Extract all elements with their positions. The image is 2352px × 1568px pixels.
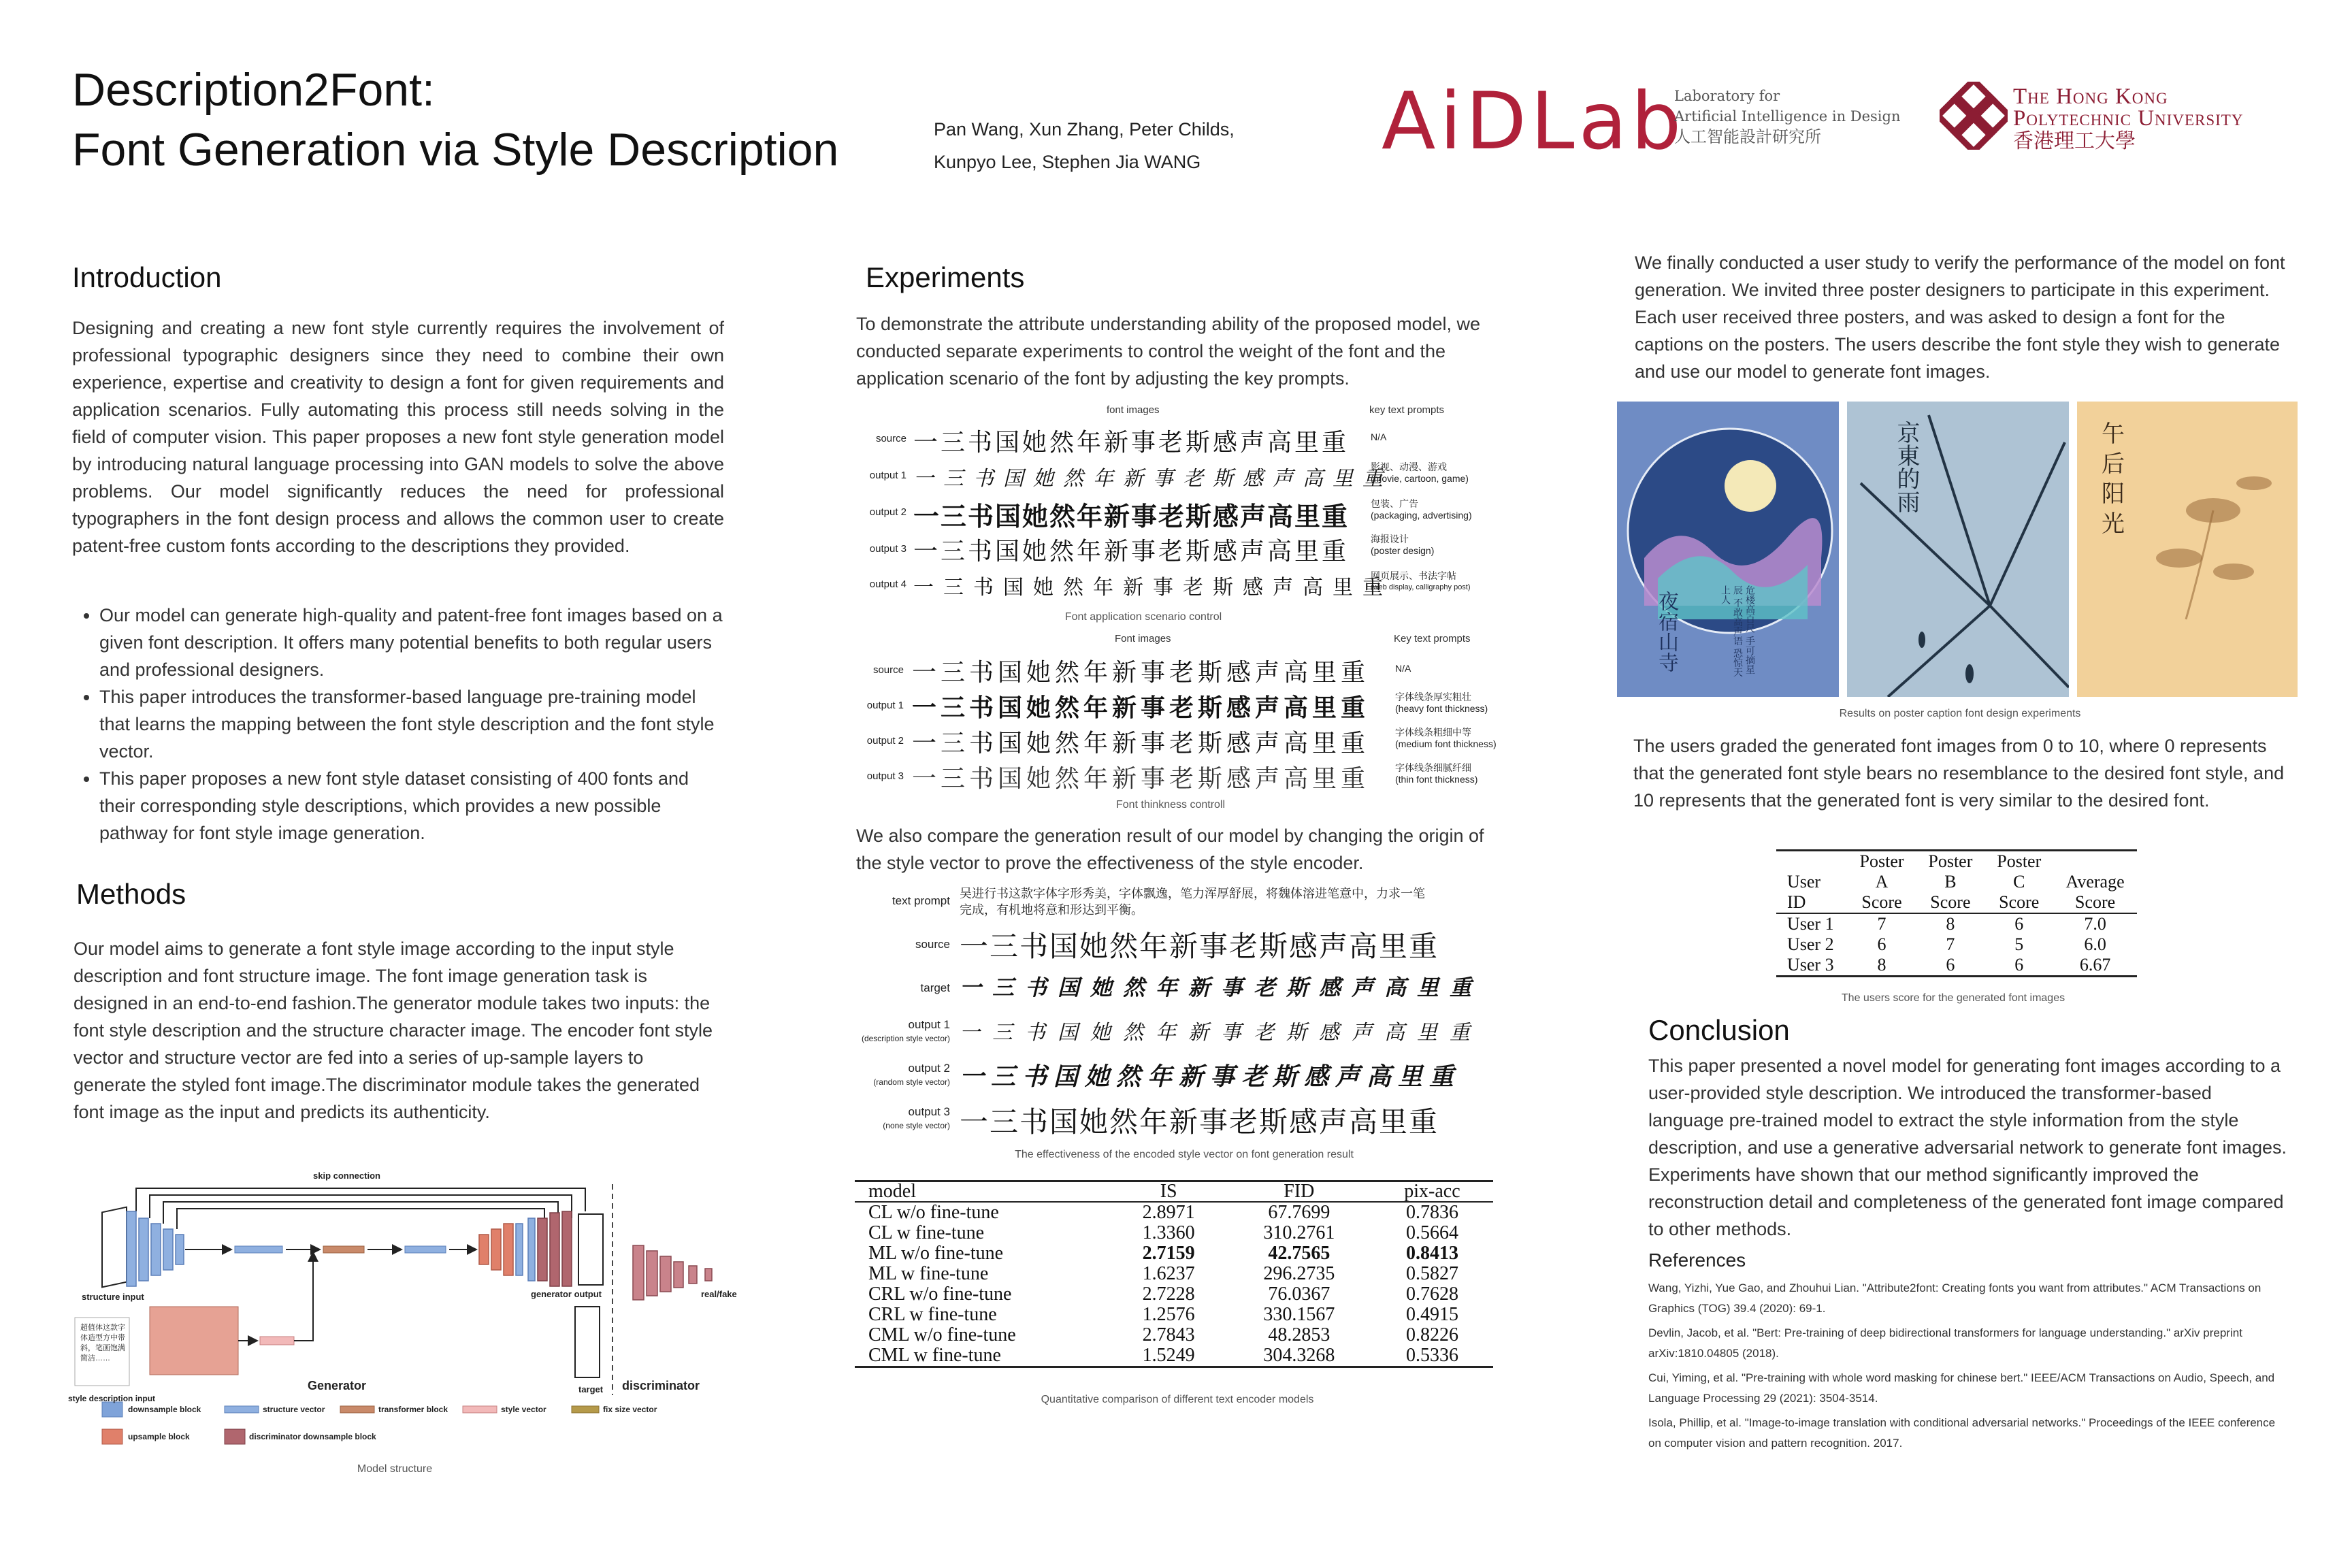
legend-label: upsample block: [128, 1432, 190, 1441]
poster-title: [72, 60, 838, 180]
table-row: [855, 1264, 1493, 1284]
prompt-en: (thin font thickness): [1395, 774, 1478, 785]
table-row: [855, 1223, 1493, 1243]
references-list: [1648, 1278, 2288, 1458]
poster-b: [1847, 402, 2069, 697]
poster-a-title: 夜宿山寺: [1654, 591, 1678, 672]
prompt-cn: 字体线条细腻纤细: [1395, 762, 1471, 773]
table-cell: User 1: [1787, 914, 1834, 934]
aidlab-subtitle: [1674, 86, 1901, 147]
title-line-2: Font Generation via Style Description: [72, 124, 839, 176]
text-prompt-label: text prompt: [892, 894, 950, 907]
poster-c-title: 午后阳光: [2102, 421, 2125, 538]
legend-swatch: [572, 1406, 599, 1413]
table-cell: 296.2735: [1263, 1263, 1335, 1284]
bullet-item: • Our model can generate high-quality and patent-free font images based on a given font description. It offers many potential benefits to both regular users and professional designers.: [99, 602, 725, 683]
col-key-prompts: key text prompts: [1369, 404, 1445, 416]
row-prompt: N/A: [1395, 663, 1411, 674]
prompt-en: (medium font thickness): [1395, 738, 1497, 749]
row-label: source: [875, 433, 906, 444]
row-prompt: [1371, 461, 1469, 485]
discriminator-block: [660, 1256, 671, 1292]
row-label: [858, 1105, 950, 1132]
table-cell: 7: [1946, 934, 1955, 954]
discriminator-block: [633, 1245, 644, 1300]
authors-line-1: Pan Wang, Xun Zhang, Peter Childs,: [934, 119, 1235, 140]
row-label-sub: (random style vector): [873, 1077, 950, 1087]
generator-label: Generator: [308, 1379, 367, 1392]
structure-vector: [405, 1246, 446, 1253]
table-cell: CRL w/o fine-tune: [868, 1284, 1012, 1305]
structure-vector: [516, 1224, 523, 1275]
poster-b-title: 京東的雨: [1893, 421, 1920, 513]
upsample-block: [538, 1218, 547, 1281]
row-label-main: output 2: [908, 1062, 950, 1075]
model-structure-diagram: [68, 1164, 749, 1450]
poster-results: [1617, 402, 2298, 701]
structure-vector: [235, 1246, 282, 1253]
discriminator-block: [647, 1251, 657, 1296]
table-cell: 6.0: [2084, 934, 2106, 954]
experiments-heading: Experiments: [866, 261, 1025, 293]
row-label: output 1: [869, 470, 906, 481]
row-label: source: [915, 938, 950, 951]
header-line: Score: [1999, 892, 2040, 912]
experiments-intro-text: To demonstrate the attribute understanding ability of the proposed model, we conducted separate experiments to control the weight of the font and the application scenario of the font by adjusting the key prompts.: [856, 314, 1481, 389]
conclusion-heading: Conclusion: [1648, 1014, 1790, 1046]
header-line: Score: [1861, 892, 1902, 912]
thickness-caption: Font thinkness controll: [1115, 799, 1226, 811]
table-cell: User 2: [1787, 934, 1834, 954]
col-font-images: font images: [1107, 404, 1160, 416]
prompt-en: (packaging, advertising): [1371, 510, 1472, 521]
table-header: FID: [1284, 1181, 1315, 1202]
upsample-block: [550, 1213, 559, 1286]
aidlab-sub-1: Laboratory for: [1674, 88, 1780, 104]
aidlab-sub-2: Artificial Intelligence in Design: [1674, 108, 1901, 125]
authors-line-2: Kunpyo Lee, Stephen Jia WANG: [934, 152, 1201, 172]
table-cell: 0.8226: [1405, 1324, 1458, 1345]
table-cell: 330.1567: [1263, 1304, 1335, 1325]
legend-swatch: [102, 1402, 122, 1417]
aidlab-logo: [1382, 76, 1901, 167]
style-vector: [260, 1337, 294, 1345]
table-cell: ML w fine-tune: [868, 1263, 989, 1284]
row-label-main: output 3: [908, 1105, 950, 1118]
table-cell: 2.7159: [1142, 1243, 1195, 1264]
row-label: [858, 1062, 950, 1089]
prompt-cn: 包装、广告: [1371, 498, 1418, 509]
reference-item: Isola, Phillip, et al. "Image-to-image translation with conditional adversarial networks." Proceedings of the IEEE conference on computer vision and pattern recognition. 2017.: [1648, 1416, 2276, 1450]
thickness-figure: [858, 632, 1511, 815]
authors: [934, 113, 1235, 178]
row-prompt: [1371, 498, 1472, 521]
upsample-block: [491, 1229, 501, 1270]
structure-input-label: structure input: [82, 1292, 144, 1302]
table-row: [855, 1305, 1493, 1325]
glyph-row: 一三书国她然年新事老斯感声高里重: [913, 502, 1350, 532]
table-body: [1776, 913, 2137, 977]
style-description-input-label: style description input: [68, 1394, 156, 1403]
upsample-block: [479, 1235, 489, 1264]
experiments-intro: [856, 310, 1509, 392]
table-cell: 6: [1877, 934, 1886, 954]
table-cell: 6: [2014, 914, 2024, 934]
row-label: output 4: [869, 578, 906, 590]
table-cell: 2.7843: [1142, 1324, 1195, 1345]
legend-swatch: [102, 1429, 122, 1444]
legend-label: structure vector: [263, 1405, 325, 1414]
downsample-block: [176, 1235, 184, 1264]
downsample-block: [139, 1218, 148, 1281]
transformer-block: [323, 1246, 364, 1253]
header-line: Poster: [1859, 851, 1904, 871]
reference-item: Cui, Yiming, et al. "Pre-training with whole word masking for chinese bert." IEEE/ACM Transactions on Audio, Speech, and Language Processing 29 (2021): 3504-3514.: [1648, 1371, 2275, 1405]
style-text-snippet: 超值体这款字体造型方中带斜，笔画饱满简洁……: [80, 1324, 125, 1362]
structure-input-image: [102, 1207, 127, 1288]
legend-label: fix size vector: [603, 1405, 657, 1414]
reference-item: Devlin, Jacob, et al. "Bert: Pre-training of deep bidirectional transformers for language understanding." arXiv preprint arXiv:1810.04805 (2018).: [1648, 1326, 2242, 1360]
table-cell: 0.4915: [1405, 1304, 1458, 1325]
row-prompt: [1371, 534, 1434, 557]
user-study-intro: [1635, 249, 2288, 385]
glyph-row: 一三书国她然年新事老斯感声高里重: [960, 1063, 1461, 1091]
glyph-row: 一三书国她然年新事老斯感声高里重: [912, 694, 1370, 722]
prompt-en: (movie, cartoon, game): [1371, 473, 1469, 484]
col-font-images: Font images: [1115, 633, 1171, 644]
legend-swatch: [225, 1406, 259, 1413]
header-line: Poster: [1997, 851, 2042, 871]
downsample-block: [151, 1224, 161, 1275]
upsample-block: [562, 1211, 572, 1286]
style-vector-caption: The effectiveness of the encoded style vector on font generation result: [1015, 1149, 1354, 1160]
polyu-name: [2013, 86, 2243, 154]
target-label: target: [578, 1384, 604, 1394]
table-cell: 2.8971: [1142, 1202, 1195, 1223]
reference-item: Wang, Yizhi, Yue Gao, and Zhouhui Lian. "Attribute2font: Creating fonts you want from attributes." ACM Transactions on Graphics (TOG) 39.4 (2020): 69-1.: [1648, 1281, 2261, 1315]
app-scenario-caption: Font application scenario control: [1064, 611, 1222, 623]
downsample-block: [127, 1211, 136, 1286]
introduction-heading: Introduction: [72, 261, 222, 293]
table-cell: CL w fine-tune: [868, 1222, 985, 1243]
table-cell: 0.8413: [1405, 1243, 1458, 1264]
table-cell: 0.7628: [1405, 1284, 1458, 1305]
table-cell: CRL w fine-tune: [868, 1304, 997, 1325]
prompt-en: (web display, calligraphy post): [1371, 583, 1471, 591]
row-prompt: [1395, 691, 1488, 715]
legend-swatch: [340, 1406, 374, 1413]
header-line: B: [1944, 872, 1957, 892]
table-cell: 8: [1877, 955, 1886, 975]
table-cell: CML w/o fine-tune: [868, 1324, 1016, 1345]
header-line: Average: [2065, 872, 2125, 892]
structure-vector: [528, 1218, 535, 1281]
table-header: [1916, 851, 1984, 914]
title-line-1: Description2Font:: [72, 64, 435, 116]
table-header: [1776, 851, 1848, 914]
row-prompt: [1395, 727, 1497, 750]
legend-swatch: [225, 1429, 245, 1444]
table-cell: CL w/o fine-tune: [868, 1202, 999, 1223]
glyph-row: 一三书国她然年新事老斯感声高里重: [960, 975, 1483, 1000]
discriminator-block: [689, 1266, 697, 1284]
prompt-en: (poster design): [1371, 545, 1435, 556]
generator-output-label: generator output: [531, 1289, 602, 1299]
methods-text: Our model aims to generate a font style image according to the input style description and font structure image. The font image generation task is designed in an end-to-end fashion.The generator module takes two inputs: the font style description and the structure character image. The encoder font style vector and structure vector are fed into a series of up-sample layers to generate the styled font image.The discriminator module takes the generated font image as the input and predicts its authenticity.: [74, 938, 713, 1122]
posters-caption: Results on poster caption font design experiments: [1839, 708, 2081, 719]
glyph-row: 一三书国她然年新事老斯感声高里重: [913, 538, 1350, 566]
header-line: Score: [1930, 892, 1971, 912]
glyph-row: 一三书国她然年新事老斯感声高里重: [912, 730, 1370, 757]
table-body: [855, 1202, 1493, 1367]
table-cell: 7.0: [2084, 914, 2106, 934]
row-label: output 2: [866, 735, 904, 747]
conclusion-text: This paper presented a novel model for generating font images according to a user-provided style description. We introduced the transformer-based language pre-trained model to extract the style information from the style description, and use a generative adversarial network to generate font images. Experiments have shown that our method significantly improved the reconstruction detail and completeness of the generated font image compared to other methods.: [1648, 1056, 2287, 1239]
downsample-block: [163, 1229, 173, 1270]
table-cell: 0.7836: [1405, 1202, 1458, 1223]
real-fake-label: real/fake: [701, 1289, 737, 1299]
poster-a: [1617, 402, 1839, 697]
prompt-en: (heavy font thickness): [1395, 703, 1488, 714]
legend-swatch: [463, 1406, 497, 1413]
table-cell: 48.2853: [1268, 1324, 1330, 1345]
user-table-caption: The users score for the generated font images: [1841, 992, 2065, 1004]
polyu-line-3: 香港理工大學: [2013, 129, 2136, 153]
table-cell: 76.0367: [1268, 1284, 1330, 1305]
row-label: target: [920, 981, 950, 994]
generator-output-image: [578, 1214, 603, 1285]
table-header: [1848, 851, 1916, 914]
polyu-line-1: The Hong Kong: [2013, 84, 2168, 109]
legend-label: style vector: [501, 1405, 546, 1414]
introduction-body: [72, 314, 724, 559]
legend-label: downsample block: [128, 1405, 201, 1414]
table-cell: 1.3360: [1142, 1222, 1195, 1243]
methods-body: [74, 935, 720, 1126]
poster-b-illustration: [1847, 402, 2069, 697]
methods-heading: Methods: [76, 878, 186, 910]
table-cell: 6: [1946, 955, 1955, 975]
table-row: [1776, 934, 2137, 955]
glyph-row: 一三书国她然年新事老斯感声高里重: [912, 765, 1370, 793]
user-study-text: We finally conducted a user study to verify the performance of the model on font generation. We invited three poster designers to participate in this experiment. Each user received three posters, and was asked to design a font for the captions on the posters. The users describe the font style they wish to generate and use our model to generate font images.: [1635, 252, 2285, 382]
table-row: [1776, 955, 2137, 977]
upsample-block: [504, 1224, 513, 1275]
row-label: source: [872, 664, 904, 676]
table-row: [855, 1345, 1493, 1367]
prompt-cn: 海报设计: [1371, 534, 1409, 544]
table-cell: ML w/o fine-tune: [868, 1243, 1004, 1264]
table-cell: 7: [1877, 914, 1886, 934]
aidlab-sub-3: 人工智能設計研究所: [1674, 127, 1821, 146]
bullet-item: • This paper introduces the transformer-based language pre-training model that learns the mapping between the font style description and the font style vector.: [99, 683, 725, 765]
discriminator-block: [674, 1262, 683, 1288]
encoder-comparison-table: [855, 1180, 1493, 1368]
prompt-cn: 字体线条厚实粗壮: [1395, 691, 1471, 702]
style-vector-figure: [858, 882, 1511, 1168]
row-prompt: [1371, 570, 1471, 593]
glyph-row: 一三书国她然年新事老斯感声高里重: [960, 930, 1439, 963]
transformer-block: [150, 1307, 238, 1375]
table-cell: CML w fine-tune: [868, 1345, 1001, 1366]
header-line: C: [2013, 872, 2025, 892]
table-header-row: [1776, 851, 2137, 914]
table-cell: 42.7565: [1268, 1243, 1330, 1264]
glyph-row: 一三书国她然年新事老斯感声高里重: [912, 659, 1370, 687]
glyph-row: 一三书国她然年新事老斯感声高里重: [960, 1021, 1482, 1045]
poster-a-subtitle: 危楼高百尺 手可摘星辰 不敢高声语 恐惊天上人: [1720, 585, 1755, 677]
header-line: Poster: [1928, 851, 1973, 871]
row-label: [858, 1018, 950, 1045]
prompt-cn: 字体线条粗细中等: [1395, 727, 1471, 738]
table-cell: 6.67: [2079, 955, 2111, 975]
row-label-main: output 1: [908, 1018, 950, 1031]
row-label-sub: (description style vector): [861, 1034, 950, 1043]
table-row: [855, 1243, 1493, 1264]
target-image: [575, 1307, 600, 1377]
grade-text-block: [1633, 732, 2287, 814]
polyu-line-2: Polytechnic University: [2013, 106, 2244, 131]
polyu-emblem-icon: [1940, 82, 2008, 150]
header-line: User: [1787, 872, 1821, 892]
user-score-table: [1776, 849, 2137, 977]
table-cell: 2.7228: [1142, 1284, 1195, 1305]
poster-c: [2077, 402, 2298, 697]
table-cell: 67.7699: [1268, 1202, 1330, 1223]
header-line: ID: [1787, 892, 1806, 912]
table-row: [855, 1202, 1493, 1223]
row-prompt: [1395, 762, 1477, 785]
table-row: [1776, 913, 2137, 934]
aidlab-wordmark: AiDLab: [1382, 76, 1686, 167]
model-structure-caption: Model structure: [357, 1463, 433, 1475]
discriminator-label: discriminator: [622, 1379, 700, 1392]
table-header: [1984, 851, 2053, 914]
introduction-text: Designing and creating a new font style currently requires the involvement of professional typographic designers since they need to combine their own experience, expertise and creativity to design a font for given requirements and application scenarios. Fully automating this process still needs solving in the field of computer vision. This paper proposes a new font style generation model by introducing natural language processing into GAN models to solve the above problems. Our model significantly reduces the need for professional typographers in the font design process and allows the common user to create patent-free custom fonts according to the descriptions they provided.: [72, 318, 724, 556]
table-cell: 310.2761: [1263, 1222, 1335, 1243]
glyph-row: 一三书国她然年新事老斯感声高里重: [960, 1105, 1439, 1139]
discriminator-block: [705, 1269, 712, 1281]
compare-text: We also compare the generation result of our model by changing the origin of the style vector to prove the effectiveness of the style encoder.: [856, 826, 1484, 873]
table-row: [855, 1325, 1493, 1345]
table-cell: User 3: [1787, 955, 1834, 975]
table-header: pix-acc: [1404, 1181, 1460, 1202]
header-line: Score: [2074, 892, 2116, 912]
introduction-bullets: [74, 602, 725, 847]
row-label-sub: (none style vector): [883, 1121, 950, 1130]
table-cell: 1.5249: [1142, 1345, 1195, 1366]
grade-text: The users graded the generated font images from 0 to 10, where 0 represents that the generated font style bears no resemblance to the desired font style, and 10 represents that the generated font is very similar to the desired font.: [1633, 736, 2285, 811]
table-cell: 0.5827: [1405, 1263, 1458, 1284]
bullet-item: • This paper proposes a new font style dataset consisting of 400 fonts and their corresponding style descriptions, which provides a new possible pathway for font style image generation.: [99, 765, 725, 847]
table-caption: Quantitative comparison of different text encoder models: [1041, 1394, 1314, 1405]
table-cell: 0.5664: [1405, 1222, 1458, 1243]
row-label: output 2: [869, 506, 906, 518]
row-label: output 3: [869, 543, 906, 555]
table-header-row: [855, 1181, 1493, 1203]
prompt-cn: 影视、动漫、游戏: [1371, 461, 1447, 472]
glyph-row: 一三书国她然年新事老斯感声高里重: [913, 576, 1392, 600]
glyph-row: 一三书国她然年新事老斯感声高里重: [913, 467, 1392, 491]
row-label: output 3: [866, 770, 904, 782]
glyph-row: 一三书国她然年新事老斯感声高里重: [913, 429, 1350, 457]
header-line: A: [1875, 872, 1889, 892]
table-cell: 5: [2014, 934, 2024, 954]
table-header: IS: [1160, 1181, 1177, 1202]
table-cell: 1.2576: [1142, 1304, 1195, 1325]
legend-label: transformer block: [378, 1405, 448, 1414]
table-row: [855, 1284, 1493, 1305]
row-label: output 1: [866, 700, 904, 711]
compare-text-block: [856, 822, 1509, 877]
table-header: model: [868, 1181, 916, 1202]
references-heading: References: [1648, 1250, 1746, 1271]
table-header: [2053, 851, 2137, 914]
row-prompt: N/A: [1371, 431, 1387, 442]
table-cell: 304.3268: [1263, 1345, 1335, 1366]
table-cell: 8: [1946, 914, 1955, 934]
table-cell: 0.5336: [1405, 1345, 1458, 1366]
col-key-prompts: Key text prompts: [1394, 633, 1471, 644]
table-cell: 6: [2014, 955, 2024, 975]
legend-label: discriminator downsample block: [249, 1432, 376, 1441]
app-scenario-figure: [858, 397, 1511, 629]
skip-connection-label: skip connection: [313, 1171, 380, 1181]
prompt-cn: 网页展示、书法字帖: [1371, 570, 1456, 581]
conclusion-body: [1648, 1052, 2288, 1243]
table-cell: 1.6237: [1142, 1263, 1195, 1284]
text-prompt: 吴进行书这款字体字形秀美，字体飘逸，笔力浑厚舒展，将魏体溶进笔意中，力求一笔完成，有机地将意和形达到平衡。: [960, 887, 1425, 917]
